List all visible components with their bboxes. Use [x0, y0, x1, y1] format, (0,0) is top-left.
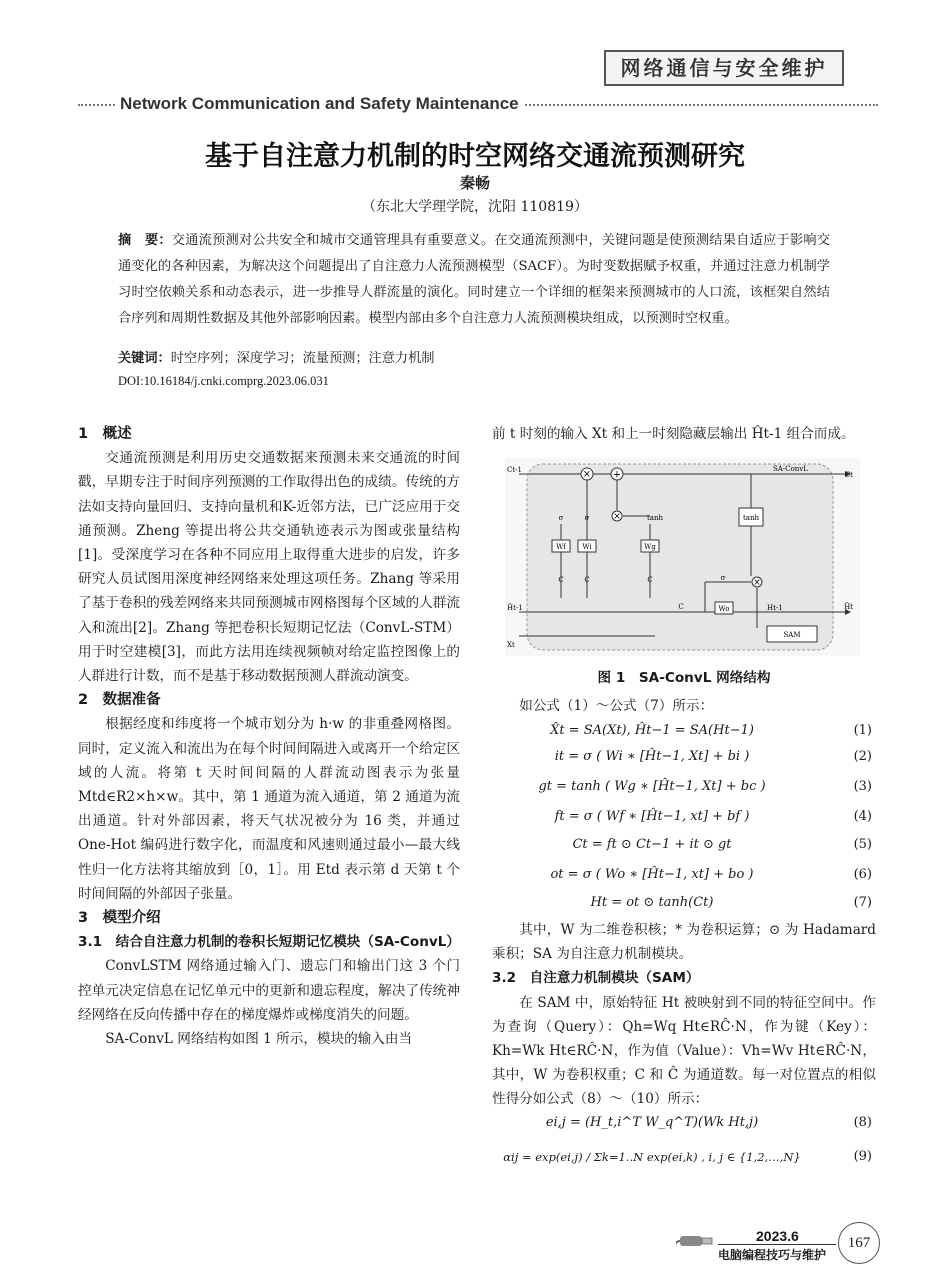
left-column [78, 422, 460, 1051]
section-3-2-title: 3.2 自注意力机制模块（SAM） [492, 970, 700, 987]
equation-intro-block [492, 694, 876, 718]
figure-1-caption: 图 1 SA-ConvL 网络结构 [597, 670, 771, 686]
section-1-paragraph: 交通流预测是利用历史交通数据来预测未来交通流的时间戳，早期专注于时间序列预测的工作取得出色的成绩。传统的方法如支持向量回归、支持向量机和K-近邻方法，已广泛应用于交通预测。Zheng 等提出将公共交通轨迹表示为图或张量结构[1]。受深度学习在各种不同应用上取得重大进步的启发，许多研究人员试图用深度神经网络来处理这项任务。Zhang 等采用了基于卷积的残差网络来共同预测城市网格图每个区域的人群流入和流出[2]。Zhang 等把卷积长短期记忆法（ConvL-STM）用于时空建模[3]，而此方法用连续视频帧对给定监控图像上的人群进行计数，而不是基于移动数据预测人群流动演变。 [78, 450, 460, 685]
sa-convl-diagram [505, 458, 860, 656]
label-block: SA-ConvL [773, 465, 808, 473]
label-h-prev: Ĥt-1 [507, 604, 523, 612]
page-number: 167 [838, 1222, 880, 1264]
label-c4: C [678, 603, 684, 611]
label-c1: C [558, 576, 564, 584]
section-3-title: 3 模型介绍 [78, 910, 161, 927]
label-c2: C [584, 576, 590, 584]
paper-title: 基于自注意力机制的时空网络交通流预测研究 [205, 141, 745, 172]
equation-7: Ht = ot ⊙ tanh(Ct) (7) [590, 895, 872, 910]
label-ht1: Ht-1 [767, 604, 783, 612]
label-wi: Wi [582, 543, 592, 551]
label-c-prev: Ct-1 [507, 466, 522, 474]
equation-3: gt = tanh ( Wg ∗ [Ĥt−1, Xt] + bc ) (3) [538, 779, 872, 794]
affiliation: （东北大学理学院，沈阳 110819） [362, 199, 588, 215]
keywords [118, 348, 830, 370]
label-c3: C [647, 576, 653, 584]
label-wo: Wo [718, 605, 730, 613]
usb-cable-icon [676, 1232, 716, 1250]
equation-8: ei,j = (H_t,i^T W_q^T)(Wk Ht,j) (8) [545, 1115, 872, 1130]
label-h-out: Ĥt [844, 603, 853, 611]
svg-text:+: + [612, 469, 622, 481]
label-sigma-i: σ [584, 514, 590, 522]
keywords-text: 时空序列；深度学习；流量预测；注意力机制 [170, 351, 435, 366]
label-wg: Wg [644, 543, 656, 551]
keywords-label: 关键词： [118, 351, 171, 366]
equation-1: X̂t = SA(Xt), Ĥt−1 = SA(Ht−1) (1) [550, 723, 872, 738]
doi: DOI:10.16184/j.cnki.comprg.2023.06.031 [118, 374, 329, 388]
abstract [118, 228, 830, 332]
equation-explanation: 其中，W 为二维卷积核；* 为卷积运算；⊙ 为 Hadamard 乘积；SA 为自注意力机制模块。 [492, 922, 876, 963]
journal-name: 电脑编程技巧与维护 [718, 1248, 827, 1262]
svg-text:×: × [582, 469, 592, 480]
label-sigma-o: σ [720, 574, 726, 582]
label-x-t: Xt [507, 641, 515, 649]
label-tanh-g: tanh [646, 514, 664, 522]
label-sigma-f: σ [558, 514, 564, 522]
svg-text:×: × [613, 512, 621, 522]
section-2-paragraph: 根据经度和纬度将一个城市划分为 h·w 的非重叠网格图。同时，定义流入和流出为在每个时间间隔进入或离开一个给定区域的人流。将第 t 天时间间隔的人群流动图表示为张量 Mtd∈R2×h×w。其中，第 1 通道为流入通道，第 2 通道为流出通道。针对外部因素，将天气状况被分为 16 类，并通过 One-Hot 编码进行数字化，而温度和风速则通过最小—最大线性归一化方法将其缩放到［0，1］。用 Etd 表示第 d 天第 t 个时间间隔的外部因子张量。 [78, 716, 460, 902]
right-top-paragraph: 前 t 时刻的输入 Xt 和上一时刻隐藏层输出 Ĥt-1 组合而成。 [492, 426, 855, 442]
journal-section-header: 网络通信与安全维护 [604, 50, 844, 86]
section-3-1-paragraph-2: SA-ConvL 网络结构如图 1 所示，模块的输入由当 [105, 1031, 413, 1048]
author: 秦畅 [459, 174, 490, 192]
right-column-bottom [492, 918, 876, 1112]
right-column-top [492, 422, 876, 446]
label-tanh-cell: tanh [742, 514, 760, 522]
label-sam: SAM [783, 631, 801, 639]
issue-date: 2023.6 [756, 1228, 799, 1244]
equation-6: ot = σ ( Wo ∗ [Ĥt−1, xt] + bo ) (6) [550, 867, 872, 882]
section-header-english: Network Communication and Safety Maintenance [116, 94, 523, 114]
equation-2: it = σ ( Wi ∗ [Ĥt−1, Xt] + bi ) (2) [554, 749, 872, 764]
label-c-next: Ct [844, 471, 853, 479]
abstract-label: 摘 要： [118, 233, 172, 248]
equation-5: Ct = ft ⊙ Ct−1 + it ⊙ gt (5) [572, 837, 872, 852]
section-2-title: 2 数据准备 [78, 692, 161, 709]
section-1-title: 1 概述 [78, 426, 132, 442]
section-3-1-paragraph-1: ConvLSTM 网络通过输入门、遗忘门和输出门这 3 个门控单元决定信息在记忆单元中的更新和遗忘程度，解决了传统神经网络在反向传播中存在的梯度爆炸或梯度消失的问题。 [78, 958, 460, 1023]
equation-intro: 如公式（1）～公式（7）所示： [519, 698, 714, 714]
svg-text:×: × [753, 578, 761, 588]
section-3-2-paragraph: 在 SAM 中，原始特征 Ht 被映射到不同的特征空间中。作为查询（Query）：Qh=Wq Ht∈RĈ·N，作为键（Key）：Kh=Wk Ht∈RĈ·N，作为值（Value）：Vh=Wv Ht∈RĈ·N，其中，W 为卷积权重；C 和 Ĉ 为通道数。每一对位置点的相似性得分如公式（8）～（10）所示： [492, 994, 876, 1108]
abstract-text: 交通流预测对公共安全和城市交通管理具有重要意义。在交通流预测中，关键问题是使预测结果自适应于影响交通变化的各种因素，为解决这个问题提出了自注意力人流预测模型（SACF）。为时变数据赋予权重，并通过注意力机制学习时空依赖关系和动态表示，进一步推导人群流量的演化。同时建立一个详细的框架来预测城市的人口流，该框架自然结合序列和周期性数据及其他外部影响因素。模型内部由多个自注意力人流预测模块组成，以预测时空权重。 [118, 233, 831, 326]
label-wf: Wf [556, 543, 566, 551]
section-3-1-title: 3.1 结合自注意力机制的卷积长短期记忆模块（SA-ConvL） [78, 934, 461, 951]
footer-divider [718, 1244, 836, 1245]
equation-9: αij = exp(ei,j) / Σk=1..N exp(ei,k) , i, j ∈ {1,2,…,N} (9) [503, 1149, 872, 1164]
equation-4: ft = σ ( Wf ∗ [Ĥt−1, xt] + bf ) (4) [554, 809, 872, 824]
